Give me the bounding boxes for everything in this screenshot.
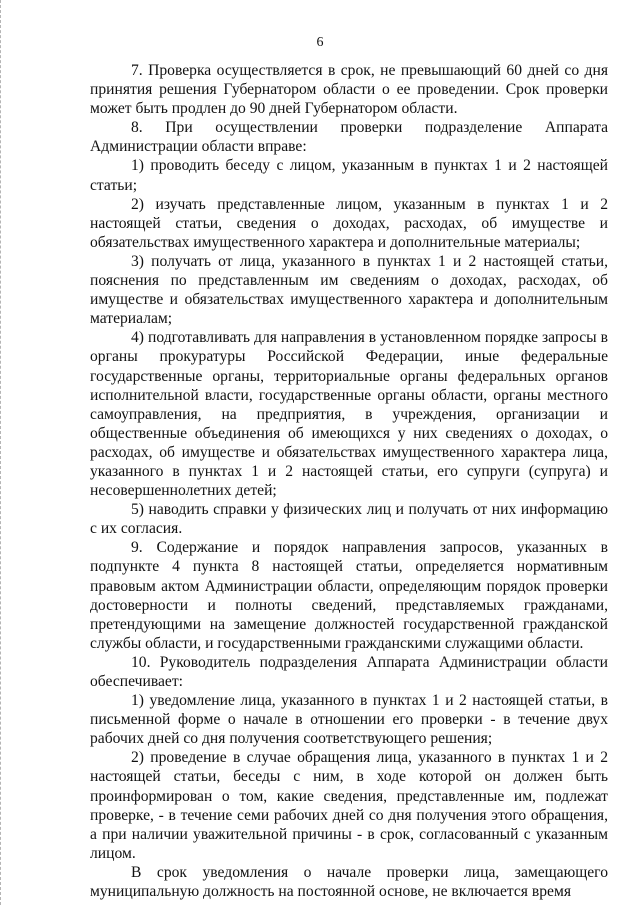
subparagraph-10-2: 2) проведение в случае обращения лица, указанного в пунктах 1 и 2 настоящей статьи, беседы с ним, в ходе которой он должен быть проинформирован о том, какие сведения, представленные им, подлежат проверке, - в течение семи рабочих дней со дня получения этого обращения, а при наличии уважительной причины - в срок, согласованный с указанным лицом. <box>90 749 608 862</box>
paragraph-9: 9. Содержание и порядок направления запросов, указанных в подпункте 4 пункта 8 настоящей статьи, определяется нормативным правовым актом Администрации области, определяющим порядок проверки достоверности и полноты сведений, представляемых гражданами, претендующими на замещение должностей государственной гражданской службы области, и государственными гражданскими служащими области. <box>90 539 608 652</box>
page-number: 6 <box>316 35 324 50</box>
paragraph-10: 10. Руководитель подразделения Аппарата Администрации области обеспечивает: <box>90 653 608 690</box>
subparagraph-8-2: 2) изучать представленные лицом, указанным в пунктах 1 и 2 настоящей статьи, сведения о доходах, расходах, об имуществе и обязательствах имущественного характера и дополнительные материалы; <box>90 195 608 251</box>
page-left-edge <box>0 0 2 905</box>
subparagraph-10-1: 1) уведомление лица, указанного в пунктах 1 и 2 настоящей статьи, в письменной форме о начале в отношении его проверки - в течение двух рабочих дней со дня получения соответствующего решения; <box>90 692 608 748</box>
paragraph-8: 8. При осуществлении проверки подразделение Аппарата Администрации области вправе: <box>90 119 608 156</box>
subparagraph-8-5: 5) наводить справки у физических лиц и получать от них информацию с их согласия. <box>90 501 608 538</box>
paragraph-7: 7. Проверка осуществляется в срок, не превышающий 60 дней со дня принятия решения Губернатором области о ее проведении. Срок проверки может быть продлен до 90 дней Губернатором области. <box>90 62 608 118</box>
document-body <box>90 61 608 901</box>
subparagraph-8-3: 3) получать от лица, указанного в пунктах 1 и 2 настоящей статьи, пояснения по представленным им сведениям о доходах, расходах, об имуществе и обязательствах имущественного характера и дополнительным материалам; <box>90 252 608 328</box>
subparagraph-8-4: 4) подготавливать для направления в установленном порядке запросы в органы прокуратуры Российской Федерации, иные федеральные государственные органы, территориальные органы федеральных органов исполнительной власти, государственные органы области, органы местного самоуправления, на предприятия, в учреждения, организации и общественные объединения об имеющихся у них сведениях о доходах, о расходах, об имуществе и обязательствах имущественного характера лица, указанного в пунктах 1 и 2 настоящей статьи, его супруги (супруга) и несовершеннолетних детей; <box>90 329 608 500</box>
paragraph-continuation: В срок уведомления о начале проверки лица, замещающего муниципальную должность на постоянной основе, не включается время <box>90 863 608 901</box>
subparagraph-8-1: 1) проводить беседу с лицом, указанным в пунктах 1 и 2 настоящей статьи; <box>90 157 608 194</box>
